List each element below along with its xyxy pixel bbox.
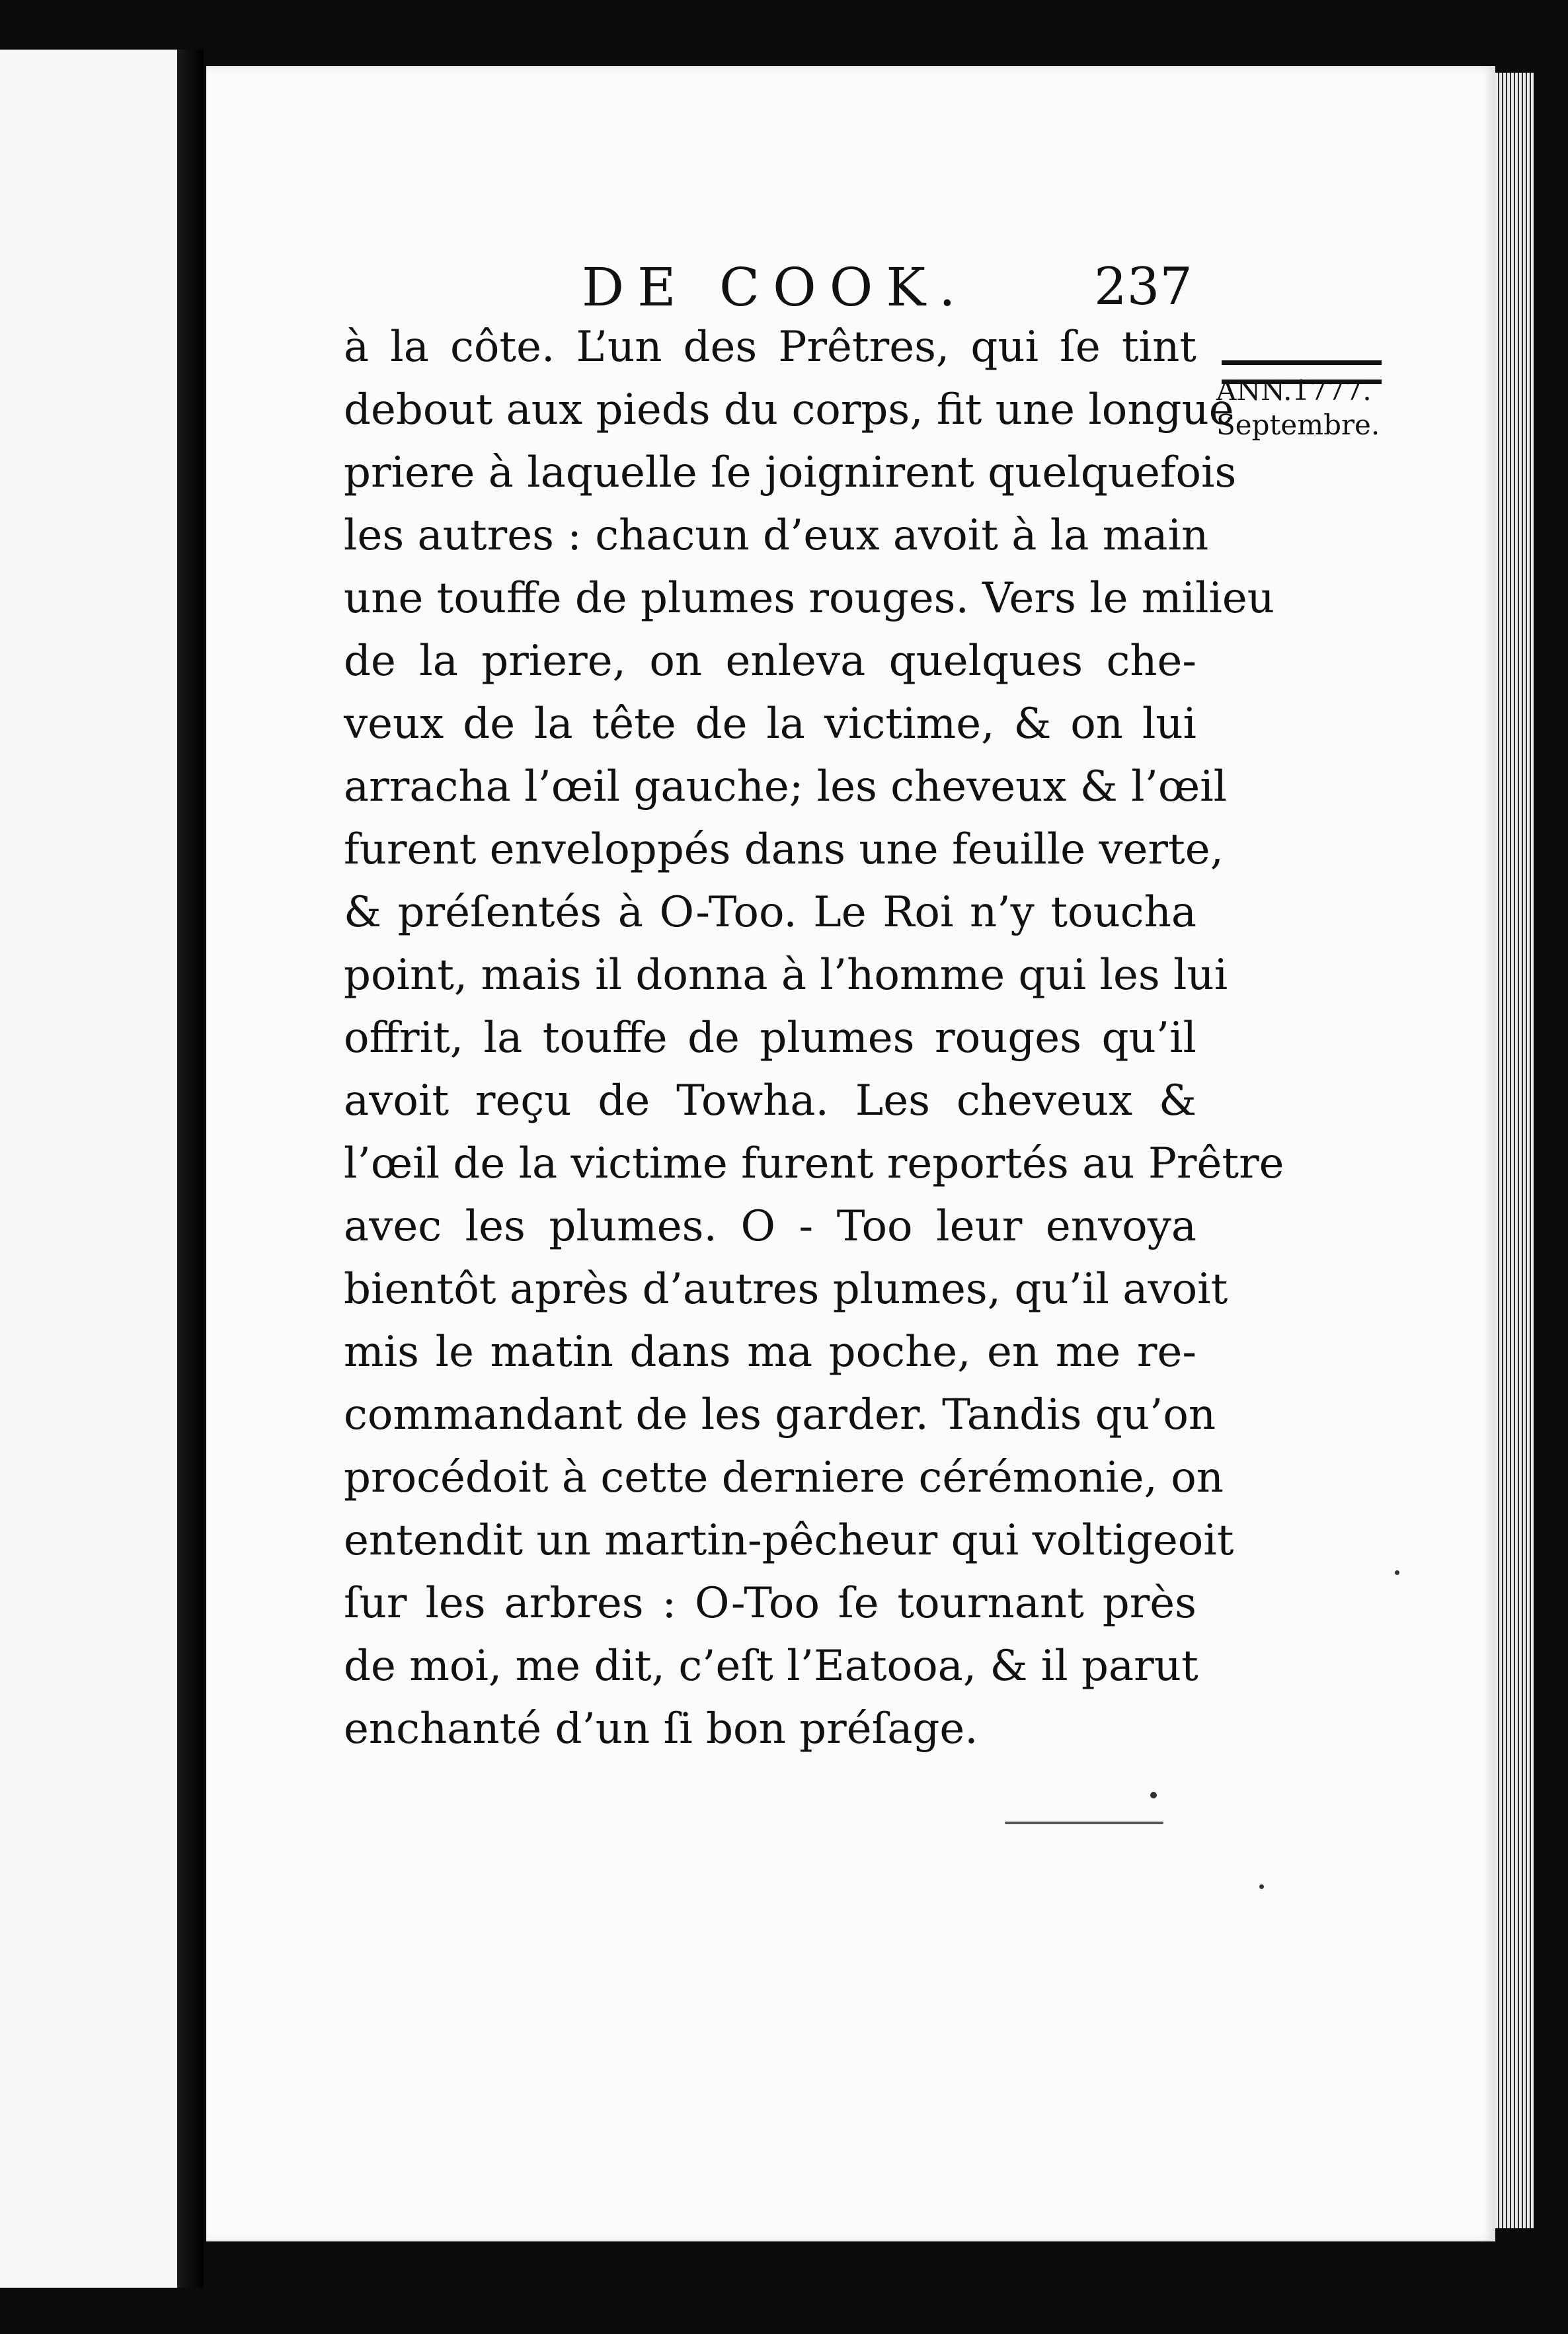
text-line: procédoit à cette derniere cérémonie, on: [344, 1453, 1224, 1502]
text-line: les autres : chacun d’eux avoit à la main: [344, 511, 1209, 560]
margin-note: [1216, 374, 1385, 442]
text-line: enchanté d’un ſi bon préſage.: [344, 1705, 978, 1753]
text-line: l’œil de la victime furent reportés au Prêtre: [344, 1139, 1284, 1188]
text-line: de moi, me dit, c’eſt l’Eatooa, & il parut: [344, 1642, 1198, 1691]
text-line: veux de la tête de la victime, & on lui: [344, 700, 1196, 748]
margin-note-month: Septembre.: [1216, 409, 1380, 441]
text-line: une touffe de plumes rouges. Vers le milieu: [344, 574, 1274, 623]
text-line: furent enveloppés dans une feuille verte,: [344, 825, 1224, 874]
ink-speck: [1150, 1792, 1157, 1798]
ink-speck: [1259, 1884, 1264, 1889]
text-line: avoit reçu de Towha. Les cheveux &: [344, 1076, 1196, 1125]
text-line: ſur les arbres : O-Too ſe tournant près: [344, 1579, 1196, 1628]
text-line: de la priere, on enleva quelques che-: [344, 637, 1196, 686]
text-line: & préſentés à O-Too. Le Roi n’y toucha: [344, 888, 1196, 937]
page-number: 237: [1094, 257, 1193, 317]
facing-page: [0, 50, 177, 2288]
body-text: [344, 316, 1284, 1761]
running-head: DE COOK.: [582, 257, 969, 318]
text-line: avec les plumes. O - Too leur envoya: [344, 1202, 1196, 1251]
text-line: à la côte. L’un des Prêtres, qui ſe tint: [344, 323, 1196, 372]
ink-speck: [1395, 1570, 1399, 1575]
text-line: entendit un martin-pêcheur qui voltigeoit: [344, 1516, 1234, 1565]
text-line: point, mais il donna à l’homme qui les lui: [344, 951, 1228, 1000]
margin-note-year: ANN.1777.: [1216, 374, 1372, 407]
ink-speck: [1005, 1822, 1163, 1824]
text-line: arracha l’œil gauche; les cheveux & l’œil: [344, 762, 1228, 811]
text-line: debout aux pieds du corps, fit une longue: [344, 385, 1234, 434]
text-line: priere à laquelle ſe joignirent quelquefois: [344, 448, 1237, 497]
text-line: mis le matin dans ma poche, en me re-: [344, 1328, 1196, 1377]
text-line: offrit, la touffe de plumes rouges qu’il: [344, 1014, 1196, 1063]
book-gutter: [177, 50, 204, 2288]
text-line: commandant de les garder. Tandis qu’on: [344, 1390, 1216, 1439]
text-line: bientôt après d’autres plumes, qu’il avoit: [344, 1265, 1228, 1314]
